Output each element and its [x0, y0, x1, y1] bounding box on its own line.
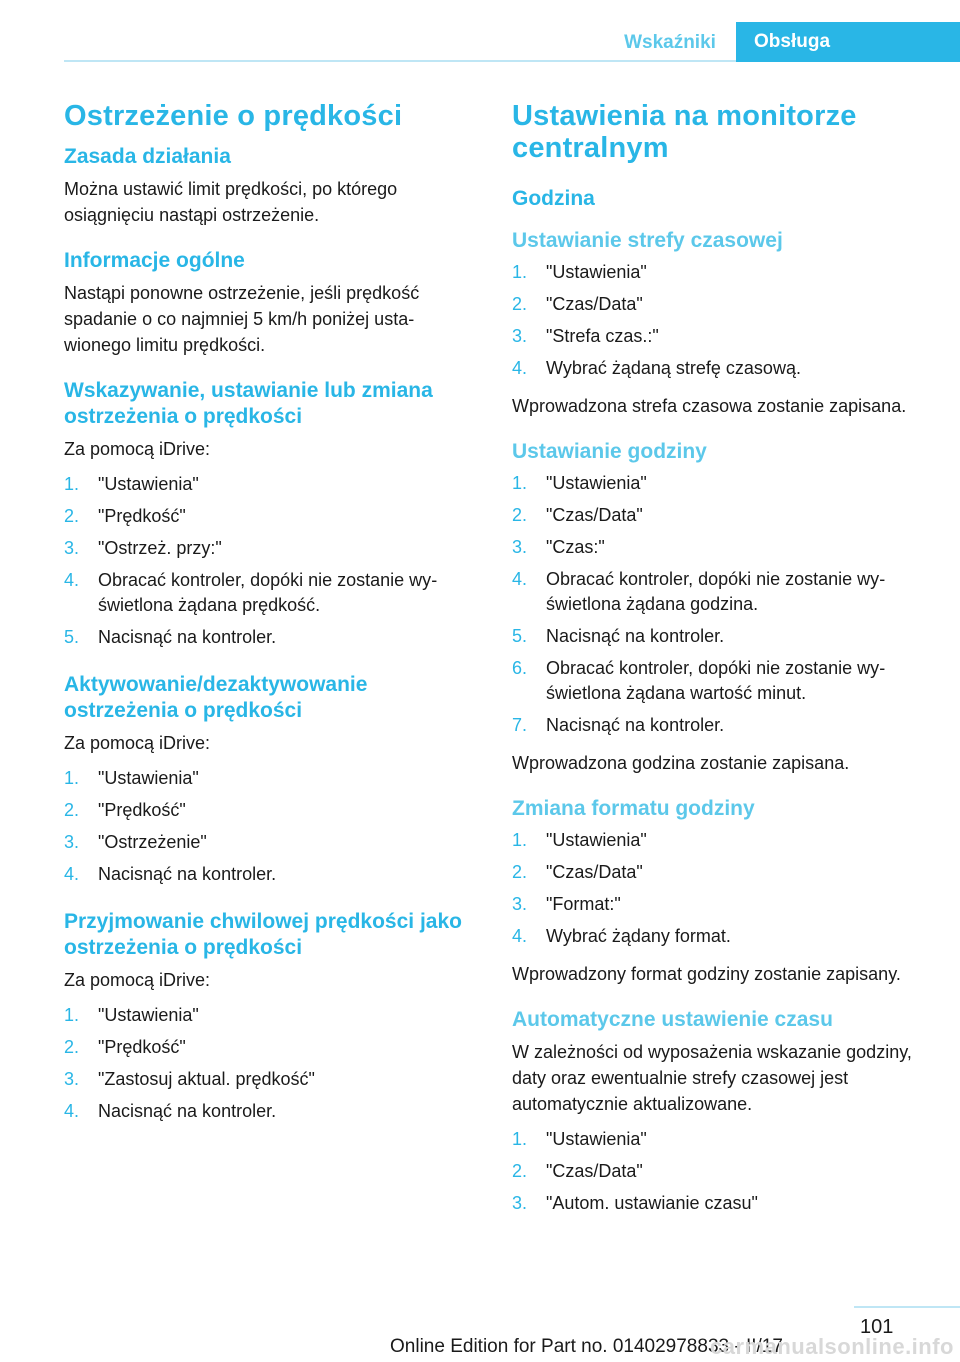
list-item: 1. "Ustawienia" — [512, 830, 647, 850]
list-item: 1. "Ustawienia" — [512, 473, 647, 493]
outro-strefa: Wprowadzona strefa czasowa zostanie zapisana. — [512, 396, 907, 416]
list-item: 1. "Ustawienia" — [64, 768, 199, 788]
paragraph-automatyczne: W zależności od wyposażenia wskazanie godziny, daty oraz ewentualnie strefy czasowej jest automatycznie aktualizowane. — [512, 1042, 912, 1114]
section-title-central-monitor: Ustawienia na monitorze centralnym — [512, 100, 857, 164]
list-item: 6. Obracać kontroler, dopóki nie zostanie wyświetlona żądana wartość minut. — [512, 658, 886, 703]
right-column — [512, 100, 926, 1228]
heading-format: Zmiana formatu godziny — [512, 797, 755, 820]
list-item: 3. "Ostrzeżenie" — [64, 832, 207, 852]
intro-przyjmowanie: Za pomocą iDrive: — [64, 970, 211, 990]
heading-ustawianie-godziny: Ustawianie godziny — [512, 440, 707, 463]
edition-note: Online Edition for Part no. 01402978833 - II/17 — [390, 1336, 783, 1357]
list-item: 2. "Czas/Data" — [512, 294, 643, 314]
list-item: 4. Wybrać żądaną strefę czasową. — [512, 358, 801, 378]
heading-strefa: Ustawianie strefy czasowej — [512, 229, 783, 252]
intro-wskazywanie: Za pomocą iDrive: — [64, 439, 211, 459]
heading-wskazywanie: Wskazywanie, ustawianie lub zmiana ostrzeżenia o prędkości — [64, 379, 433, 428]
page-number: 101 — [860, 1316, 894, 1338]
steps-przyjmowanie — [64, 1003, 470, 1124]
list-item: 2. "Prędkość" — [64, 506, 186, 526]
list-item: 1. "Ustawienia" — [512, 1129, 647, 1149]
list-item: 5. Nacisnąć na kontroler. — [64, 627, 277, 647]
list-item: 2. "Czas/Data" — [512, 862, 643, 882]
list-item: 4. Wybrać żądany format. — [512, 926, 731, 946]
list-item: 3. "Czas:" — [512, 537, 605, 557]
paragraph-informacje: Nastąpi ponowne ostrzeżenie, jeśli prędkość spadanie o co najmniej 5 km/h poniżej ustawionego limitu prędkości. — [64, 283, 420, 355]
steps-strefa — [512, 260, 926, 381]
list-item: 2. "Czas/Data" — [512, 505, 643, 525]
heading-godzina: Godzina — [512, 187, 595, 210]
list-item: 5. Nacisnąć na kontroler. — [512, 626, 725, 646]
footer-rule — [854, 1306, 960, 1308]
list-item: 2. "Prędkość" — [64, 1037, 186, 1057]
heading-automatyczne: Automatyczne ustawienie czasu — [512, 1008, 833, 1031]
steps-wskazywanie — [64, 472, 470, 650]
list-item: 2. "Prędkość" — [64, 800, 186, 820]
list-item: 3. "Autom. ustawianie czasu" — [512, 1193, 758, 1213]
list-item: 3. "Zastosuj aktual. prędkość" — [64, 1069, 315, 1089]
outro-format: Wprowadzony format godziny zostanie zapisany. — [512, 964, 901, 984]
intro-aktywowanie: Za pomocą iDrive: — [64, 733, 211, 753]
list-item: 3. "Format:" — [512, 894, 621, 914]
heading-informacje: Informacje ogólne — [64, 249, 245, 272]
section-title-speed-warning: Ostrzeżenie o prędkości — [64, 100, 403, 132]
left-column — [64, 100, 470, 1136]
steps-aktywowanie — [64, 766, 470, 887]
steps-automatyczne — [512, 1127, 926, 1216]
list-item: 2. "Czas/Data" — [512, 1161, 643, 1181]
heading-przyjmowanie: Przyjmowanie chwilowej prędkości jako ostrzeżenia o prędkości — [64, 910, 462, 959]
list-item: 1. "Ustawienia" — [64, 474, 199, 494]
heading-zasada: Zasada działania — [64, 145, 231, 168]
heading-aktywowanie: Aktywowanie/dezaktywowanie ostrzeżenia o prędkości — [64, 673, 368, 722]
tab-wskazniki[interactable]: Wskaźniki — [624, 32, 716, 53]
tab-obsluga[interactable]: Obsługa — [736, 22, 960, 62]
list-item: 3. "Strefa czas.:" — [512, 326, 659, 346]
list-item: 4. Nacisnąć na kontroler. — [64, 864, 277, 884]
outro-godzina: Wprowadzona godzina zostanie zapisana. — [512, 753, 850, 773]
list-item: 3. "Ostrzeż. przy:" — [64, 538, 222, 558]
steps-format — [512, 828, 926, 949]
list-item: 4. Obracać kontroler, dopóki nie zostanie wyświetlona żądana godzina. — [512, 569, 886, 614]
list-item: 4. Obracać kontroler, dopóki nie zostanie wyświetlona żądana prędkość. — [64, 570, 438, 615]
list-item: 1. "Ustawienia" — [64, 1005, 199, 1025]
watermark-logo: carmanualsonline.info — [710, 1334, 954, 1359]
list-item: 1. "Ustawienia" — [512, 262, 647, 282]
paragraph-zasada: Można ustawić limit prędkości, po którego osiągnięciu nastąpi ostrzeżenie. — [64, 179, 398, 225]
list-item: 7. Nacisnąć na kontroler. — [512, 715, 725, 735]
steps-godzina — [512, 471, 926, 738]
list-item: 4. Nacisnąć na kontroler. — [64, 1101, 277, 1121]
